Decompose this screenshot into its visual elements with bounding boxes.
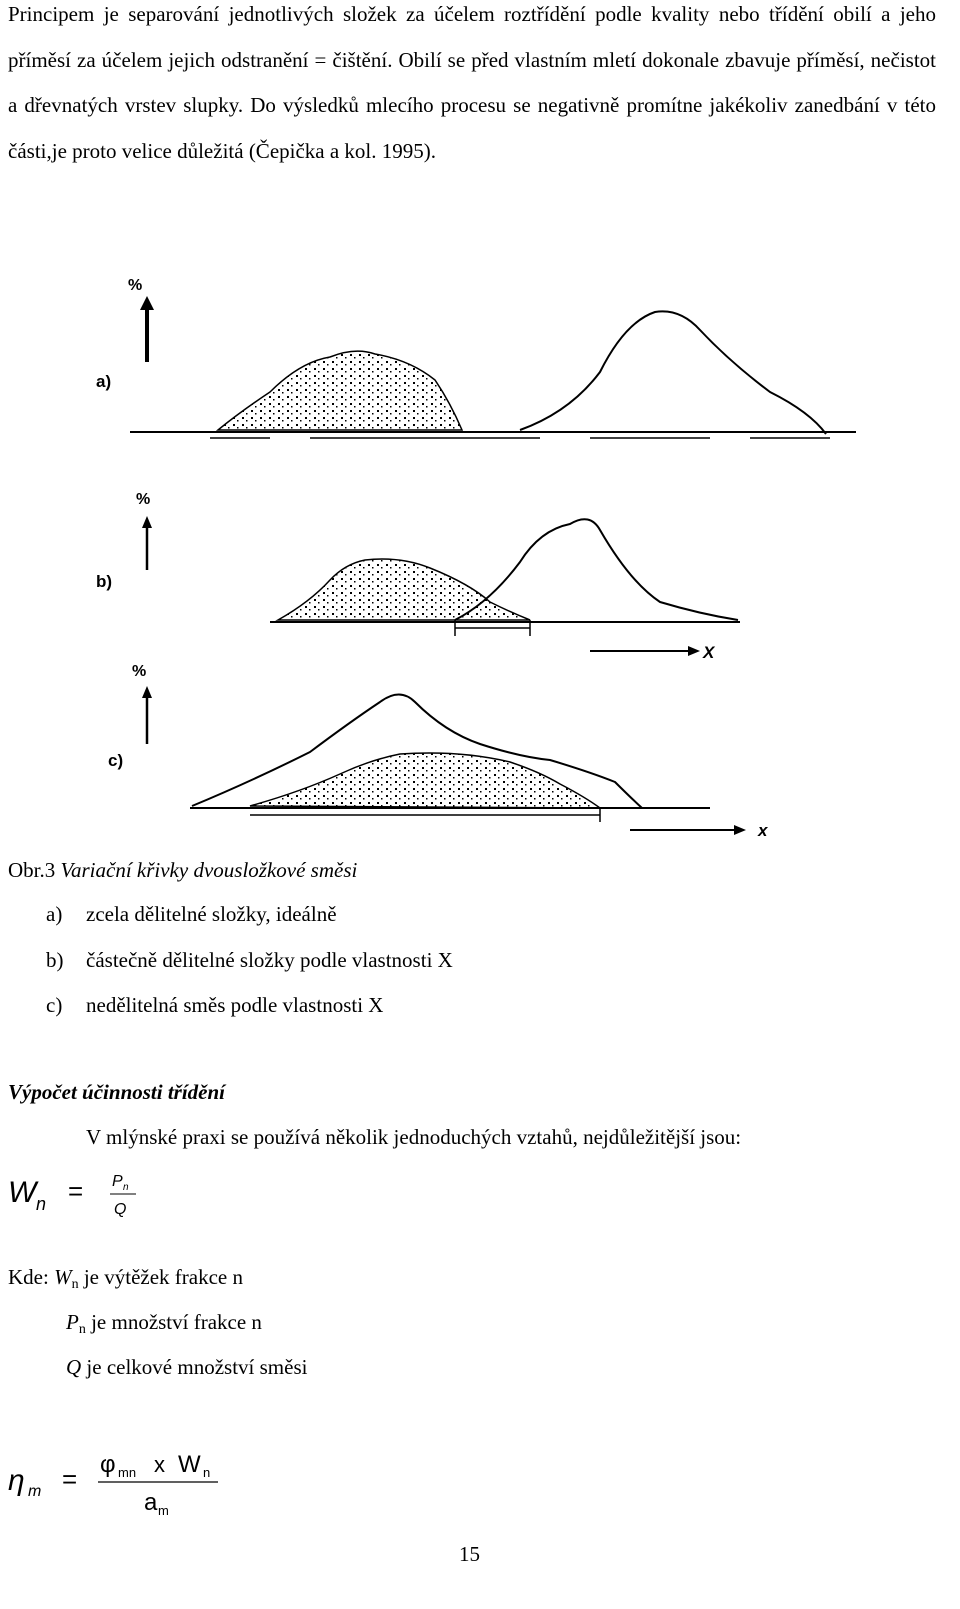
- panel-b: [96, 491, 740, 662]
- panel-a-dotted-curve: [218, 351, 462, 430]
- legend-item-text: nedělitelná směs podle vlastnosti X: [86, 993, 384, 1017]
- caption-prefix: Obr.3: [8, 858, 61, 882]
- legend-item-label: b): [46, 948, 64, 972]
- legend-item-text: částečně dělitelné složky podle vlastnosti X: [86, 948, 453, 972]
- formula1-den: Q: [114, 1201, 127, 1218]
- def-symbol-sub: n: [78, 1322, 86, 1337]
- panel-c-xlabel: x: [758, 821, 768, 840]
- formula1-num-sub: n: [123, 1182, 129, 1193]
- definitions-line-2: [66, 1310, 262, 1338]
- def-text: je výtěžek frakce n: [78, 1265, 243, 1289]
- section-heading: Výpočet účinnosti třídění: [8, 1080, 226, 1104]
- panel-b-ylabel: %: [136, 491, 151, 508]
- formula2-num-a-sub: mn: [118, 1465, 137, 1480]
- intro-paragraph: Principem je separování jednotlivých složek za účelem roztřídění podle kvality nebo třídění obilí a jeho příměsí za účelem jejich odstranění = čištění. Obilí se před vlastním mletí dokonale zbavuje příměsí, nečistot a dřevnatých vrstev slupky. Do výsledků mlecího procesu se negativně promítne jakékoliv zanedbání v této části,je proto velice důležitá (Čepička a kol. 1995).: [8, 2, 936, 163]
- panel-c-dotted-curve: [250, 753, 600, 808]
- page-number: 15: [459, 1542, 480, 1566]
- panel-b-dotted-curve: [278, 559, 530, 620]
- caption-text: Variační křivky dvousložkové směsi: [60, 858, 358, 882]
- definitions-line-1: [8, 1265, 243, 1293]
- efficiency-formula: [8, 1448, 238, 1518]
- legend-item-text: zcela dělitelné složky, ideálně: [86, 902, 337, 926]
- yield-formula-svg: [8, 1168, 148, 1228]
- panel-c-ylabel: %: [132, 663, 147, 680]
- formula2-num-a: φ: [100, 1451, 116, 1478]
- panel-c-label: c): [108, 751, 124, 770]
- formula2-eq: =: [62, 1464, 78, 1494]
- variation-curves-figure: [70, 262, 870, 842]
- panel-b-label: b): [96, 572, 113, 591]
- formula2-den-sub: m: [158, 1503, 169, 1518]
- def-symbol: Q: [66, 1355, 82, 1379]
- formula2-lhs: η: [8, 1464, 25, 1497]
- def-text: je množství frakce n: [85, 1310, 262, 1334]
- definitions-line-3: [66, 1355, 307, 1380]
- formula2-lhs-sub: m: [28, 1483, 42, 1500]
- legend-item-label: c): [46, 993, 63, 1017]
- figure-caption: [8, 856, 357, 884]
- panel-a-label: a): [96, 372, 112, 391]
- def-text: je celkové množství směsi: [81, 1355, 308, 1379]
- def-symbol-sub: n: [71, 1277, 79, 1292]
- definitions-prefix: Kde:: [8, 1265, 55, 1289]
- formula1-lhs-sub: n: [36, 1194, 47, 1214]
- panel-a-ylabel: %: [128, 277, 143, 294]
- formula1-lhs: W: [8, 1176, 37, 1209]
- figure-svg: [70, 262, 870, 842]
- def-symbol: P: [66, 1310, 79, 1334]
- panel-c: [108, 663, 769, 840]
- formula2-times: x: [154, 1452, 165, 1477]
- panel-a: [96, 277, 856, 438]
- yield-formula: [8, 1168, 148, 1228]
- intro-sentence: V mlýnské praxi se používá několik jednoduchých vztahů, nejdůležitější jsou:: [86, 1125, 742, 1149]
- panel-b-xlabel: X: [703, 643, 715, 662]
- panel-a-solid-curve: [520, 311, 826, 434]
- legend-item-label: a): [46, 902, 63, 926]
- formula1-eq: =: [68, 1176, 84, 1206]
- efficiency-formula-svg: [8, 1448, 238, 1518]
- formula2-den: a: [144, 1489, 158, 1516]
- formula2-num-b-sub: n: [203, 1465, 211, 1480]
- def-symbol: W: [54, 1265, 72, 1289]
- formula1-num: P: [112, 1173, 123, 1190]
- formula2-num-b: W: [178, 1451, 201, 1478]
